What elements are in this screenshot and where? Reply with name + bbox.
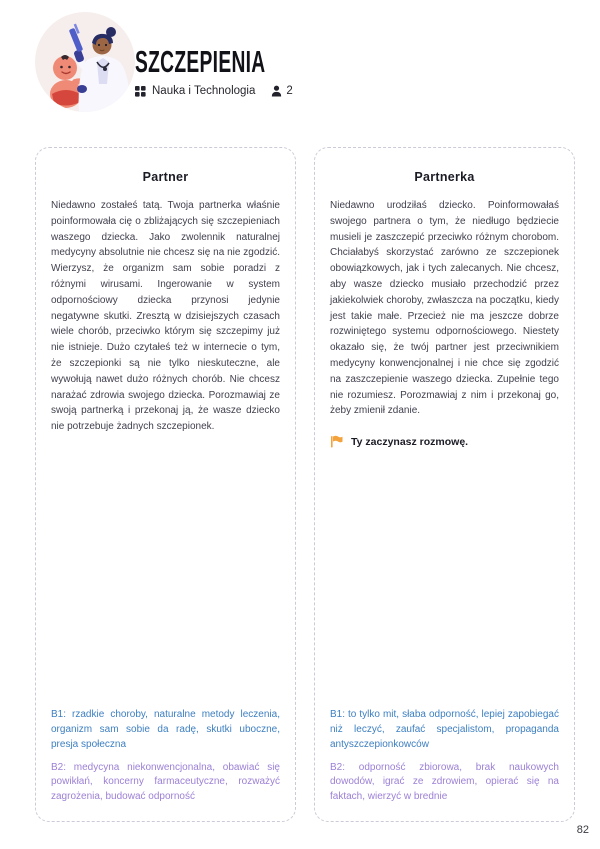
card-body-text: Niedawno zostałeś tatą. Twoja partnerka właśnie poinformowała cię o zbliżających się szczepieniach waszego dziecka. Jako zwolennik naturalnej medycyny absolutnie nie chcesz się na nie zgodzić. Wierzysz, że organizm sam sobie poradzi z różnymi wirusami. Ingerowanie w system odpornościowy dziecka przynosi jedynie negatywne skutki. Zresztą w dzisiejszych czasach wiele chorób, przeciwko którym się szczepimy już nie istnieje. Dużo czytałeś też w internecie o tym, że szczepionki są nie tylko nieskuteczne, ale wywołują nawet dużo różnych chorób. Nie chcesz narażać zdrowia swojego dziecka. Porozmawiaj ze swoją partnerką i przekonaj ją, że wasze dziecko nie potrzebuje żadnych szczepionek. (51, 200, 280, 433)
category-grid-icon (135, 86, 146, 97)
card-body-text: Niedawno urodziłaś dziecko. Poinformowałaś swojego partnera o tym, że niedługo będziecie musieli je zaszczepić przeciwko różnym chorobom. Chciałabyś skorzystać zarówno ze szczepionek obowiązkowych, jak i tych zalecanych. Nie chcesz, aby wasze dziecko musiało przechodzić przez jakiekolwiek choroby, zwłaszcza na początku, kiedy jest takie małe. Przecież nie ma jeszcze dobrze rozwiniętego systemu odpornościowego. Niestety okazało się, że twój partner jest przeciwnikiem medycyny konwencjonalnej i nie chce się zgodzić na zaszczepienie waszego dziecka. Zupełnie tego nie rozumiesz. Porozmawiaj z nim i przekonaj go, żeby zmienił zdanie. (330, 200, 559, 417)
b1-vocabulary-hint: B1: to tylko mit, słaba odporność, lepiej zapobiegać niż leczyć, zaufać specjalistom, propaganda antyszczepionkowców (330, 709, 559, 750)
page-title: SZCZEPIENIA (135, 44, 266, 79)
role-cards (35, 147, 575, 822)
flag-icon (330, 435, 343, 448)
card-heading: Partner (142, 170, 189, 184)
title-block (135, 46, 345, 97)
card-heading: Partnerka (414, 170, 475, 184)
page-number: 82 (576, 824, 589, 836)
meta-row (135, 85, 345, 97)
card-partnerka (314, 147, 575, 822)
card-spacer (51, 435, 280, 708)
b1-vocabulary-hint: B1: rzadkie choroby, naturalne metody leczenia, organizm sam sobie da radę, skutki uboczne, presja społeczna (51, 709, 280, 750)
b2-vocabulary-hint: B2: odporność zbiorowa, brak naukowych dowodów, igrać ze zdrowiem, opierać się na faktach, wierzyć w brednie (330, 761, 559, 803)
category-label: Nauka i Technologia (152, 85, 256, 97)
conversation-starter-line (330, 435, 559, 448)
card-partner (35, 147, 296, 822)
vaccination-illustration (35, 12, 135, 112)
nurse-vaccinating-baby-illustration (35, 12, 135, 112)
players-group (271, 85, 292, 97)
conversation-starter-text: Ty zaczynasz rozmowę. (351, 435, 469, 448)
players-count: 2 (286, 85, 293, 97)
b2-vocabulary-hint: B2: medycyna niekonwencjonalna, obawiać się powikłań, koncerny farmaceutyczne, rozważyć zagrożenia, budować odporność (51, 761, 280, 803)
person-icon (271, 85, 282, 97)
card-spacer (330, 448, 559, 708)
page-header (0, 0, 600, 112)
